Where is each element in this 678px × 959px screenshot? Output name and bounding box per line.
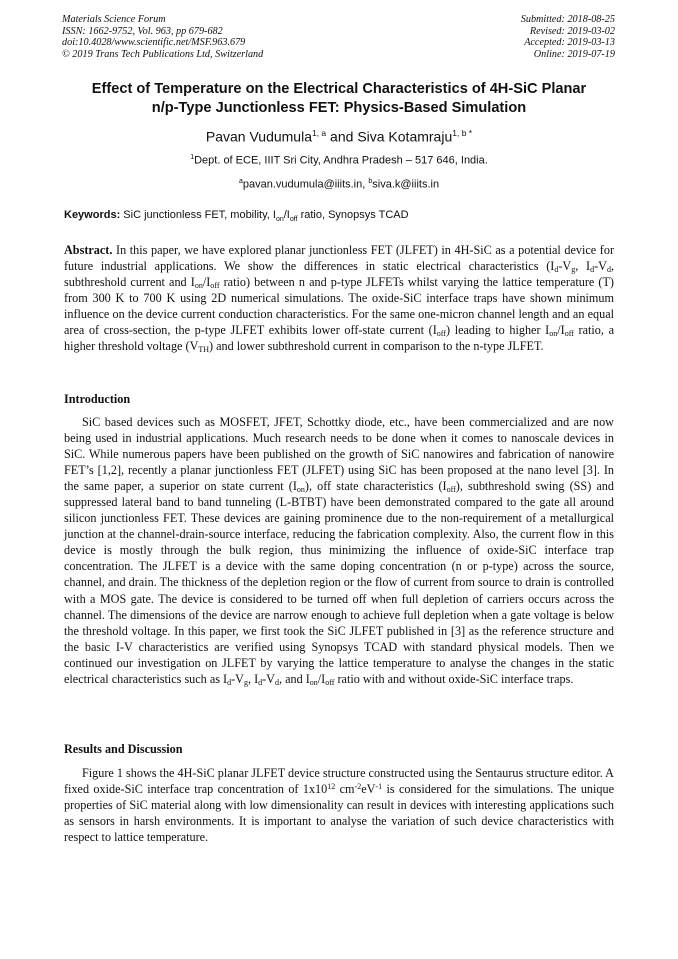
abstract-sub: TH	[198, 345, 210, 355]
abstract-text: ratio) between n and p-type JLFETs whilst varying the lattice temperature (T) from 300 K to 700 K using 2D numerical simulations. The oxide-SiC interface traps have shown minimum influence on the device current conduction characteristics. For the same one-micron channel length and an equal area of cross-section, the p-type JLFET exhibits lower off-state current (I	[64, 275, 614, 338]
abstract-text: /I	[202, 275, 211, 290]
journal-info	[62, 14, 263, 60]
keywords	[64, 208, 616, 227]
copyright-line: © 2019 Trans Tech Publications Ltd, Switzerland	[62, 48, 264, 60]
keywords-text: ratio, Synopsys TCAD	[297, 209, 409, 221]
email-a-sup: a	[238, 178, 243, 185]
keywords-label: Keywords:	[64, 209, 121, 221]
results-text: Figure 1 shows the 4H-SiC planar JLFET device structure constructed using the Sentaurus structure editor. A fixed oxide-SiC interface trap concentration of 1x10	[64, 766, 614, 797]
abstract-text: , subthreshold current and I	[64, 259, 615, 290]
issn-line: ISSN: 1662-9752, Vol. 963, pp 679-682	[62, 25, 223, 37]
intro-sub: d	[227, 677, 232, 687]
author-list	[40, 124, 638, 146]
results-text: is considered for the simulations. The unique properties of SiC material along with low dimensionality can result in devices with interesting applications such as sensors in harsh environments. It is important to analyse the variation of such device characteristics with respect to lattice temperature.	[64, 782, 615, 845]
intro-text: SiC based devices such as MOSFET, JFET, Schottky diode, etc., have been commercialized and are now being used in industrial applications. Much research needs to be done when it comes to nanoscale devices in SiC. While numerous papers have been published on the growth of SiC nanowires and fabrication of nanowire FET’s [1,2], recently a planar junctionless FET (JLFET) using SiC has been proposed at the nano level [3]. In the same paper, a superior on state current (I	[64, 415, 614, 494]
intro-sub: off	[325, 677, 335, 687]
abstract-text: ) leading to higher I	[445, 323, 550, 338]
abstract-text: /I	[557, 323, 565, 338]
publication-dates	[521, 14, 615, 60]
intro-text: /I	[317, 671, 326, 686]
affiliation	[40, 151, 638, 168]
email-b[interactable]: siva.k@iiits.in	[372, 178, 440, 191]
author-1-sup: 1, a	[311, 128, 327, 138]
abstract-text: ) and lower subthreshold current in comparison to the n-type JLFET.	[209, 339, 544, 354]
results-sup: 12	[327, 782, 336, 792]
intro-sub: on	[296, 485, 305, 495]
keywords-sub: on	[275, 216, 284, 224]
title-line-2: n/p-Type Junctionless FET: Physics-Based Simulation	[151, 100, 527, 116]
intro-sub: off	[446, 485, 456, 495]
intro-text: , I	[247, 671, 259, 686]
email-a[interactable]: pavan.vudumula@iiits.in,	[242, 178, 369, 191]
title-line-1: Effect of Temperature on the Electrical Characteristics of 4H-SiC Planar	[91, 81, 587, 97]
abstract-sub: d	[590, 265, 595, 275]
email-b-sup: b	[368, 178, 373, 185]
intro-text: -V	[231, 671, 244, 686]
abstract-sub: d	[606, 265, 611, 275]
abstract-sub: g	[571, 265, 576, 275]
intro-sub: g	[243, 677, 248, 687]
author-2: Siva Kotamraju	[357, 128, 453, 145]
abstract-sub: on	[549, 329, 558, 339]
author-1: Pavan Vudumula	[205, 128, 312, 145]
revised-date: Revised: 2019-03-02	[529, 25, 615, 37]
intro-sub: on	[309, 677, 318, 687]
intro-sub: d	[275, 677, 279, 687]
results-sup: -1	[375, 782, 383, 792]
paper-title	[40, 80, 638, 118]
intro-sub: d	[258, 677, 263, 687]
abstract-label: Abstract.	[64, 243, 113, 257]
abstract-sub: off	[436, 329, 446, 339]
keywords-text: /I	[283, 209, 290, 221]
intro-text: ratio with and without oxide-SiC interface traps.	[334, 671, 574, 686]
abstract-sub: on	[194, 281, 203, 291]
doi-line[interactable]: doi:10.4028/www.scientific.net/MSF.963.679	[62, 37, 246, 49]
abstract-sub: off	[564, 329, 574, 339]
intro-text: -V	[262, 671, 275, 686]
results-heading: Results and Discussion	[64, 742, 183, 756]
submitted-date: Submitted: 2018-08-25	[520, 14, 615, 25]
abstract-sub: off	[210, 281, 220, 291]
intro-text: ), off state characteristics (I	[304, 479, 447, 494]
results-sup: -2	[354, 782, 362, 792]
results-text: cm	[335, 782, 355, 797]
intro-text: ), subthreshold swing (SS) and suppressed lateral band to band tunneling (L-BTBT) have been demonstrated compared to the gate all around silicon junctionless FET. These devices are gaining prominence due to the non-requirement of a metallurgical junction at the channel-drain-source interface, reducing the fabrication complexity. Also, the current flow in this device is mostly through the bulk region, thus minimizing the influence of oxide-SiC interface trap concentration. The JLFET is a device with the same doping concentration (n or p-type) across the source, channel, and drain. The thickness of the depletion region or the flow of current from source to drain is controlled with a MOS gate. The device is considered to be turned off when full depletion of carriers occurs across the channel. The dimensions of the device are narrow enough to achieve full depletion when a gate voltage is below the threshold voltage. In this paper, we first took the SiC JLFET published in [3] as the reference structure and the basic I-V characteristics are verified using Synopsys TCAD with standard physical models. Then we continued our investigation on JLFET by varying the lattice temperature to analyse the changes in the static electrical characteristics such as I	[64, 479, 614, 686]
online-date: Online: 2019-07-19	[533, 48, 615, 60]
results-paragraph	[64, 765, 614, 845]
abstract-text: , I	[575, 259, 591, 274]
abstract	[64, 242, 614, 354]
introduction-heading: Introduction	[64, 392, 131, 406]
accepted-date: Accepted: 2019-03-13	[524, 37, 615, 49]
keywords-text: SiC junctionless FET, mobility, I	[120, 209, 276, 221]
introduction-paragraph	[64, 414, 614, 687]
intro-text: , and I	[279, 671, 310, 686]
abstract-text: -V	[558, 259, 572, 274]
affiliation-text: Dept. of ECE, IIIT Sri City, Andhra Pradesh – 517 646, India.	[194, 154, 488, 167]
author-conjunction: and	[326, 128, 358, 145]
abstract-text: In this paper, we have explored planar junctionless FET (JLFET) in 4H-SiC as a potential device for future industrial applications. We show the differences in static electrical characteristics (I	[64, 243, 614, 274]
abstract-sub: d	[554, 265, 559, 275]
author-emails	[40, 175, 638, 192]
journal-name: Materials Science Forum	[62, 14, 166, 25]
keywords-sub: off	[289, 216, 298, 224]
abstract-text: ratio, a higher threshold voltage (V	[64, 323, 614, 354]
author-2-sup: 1, b *	[452, 128, 473, 138]
results-text: eV	[361, 782, 376, 797]
affiliation-sup: 1	[190, 154, 195, 161]
abstract-text: -V	[594, 259, 607, 274]
